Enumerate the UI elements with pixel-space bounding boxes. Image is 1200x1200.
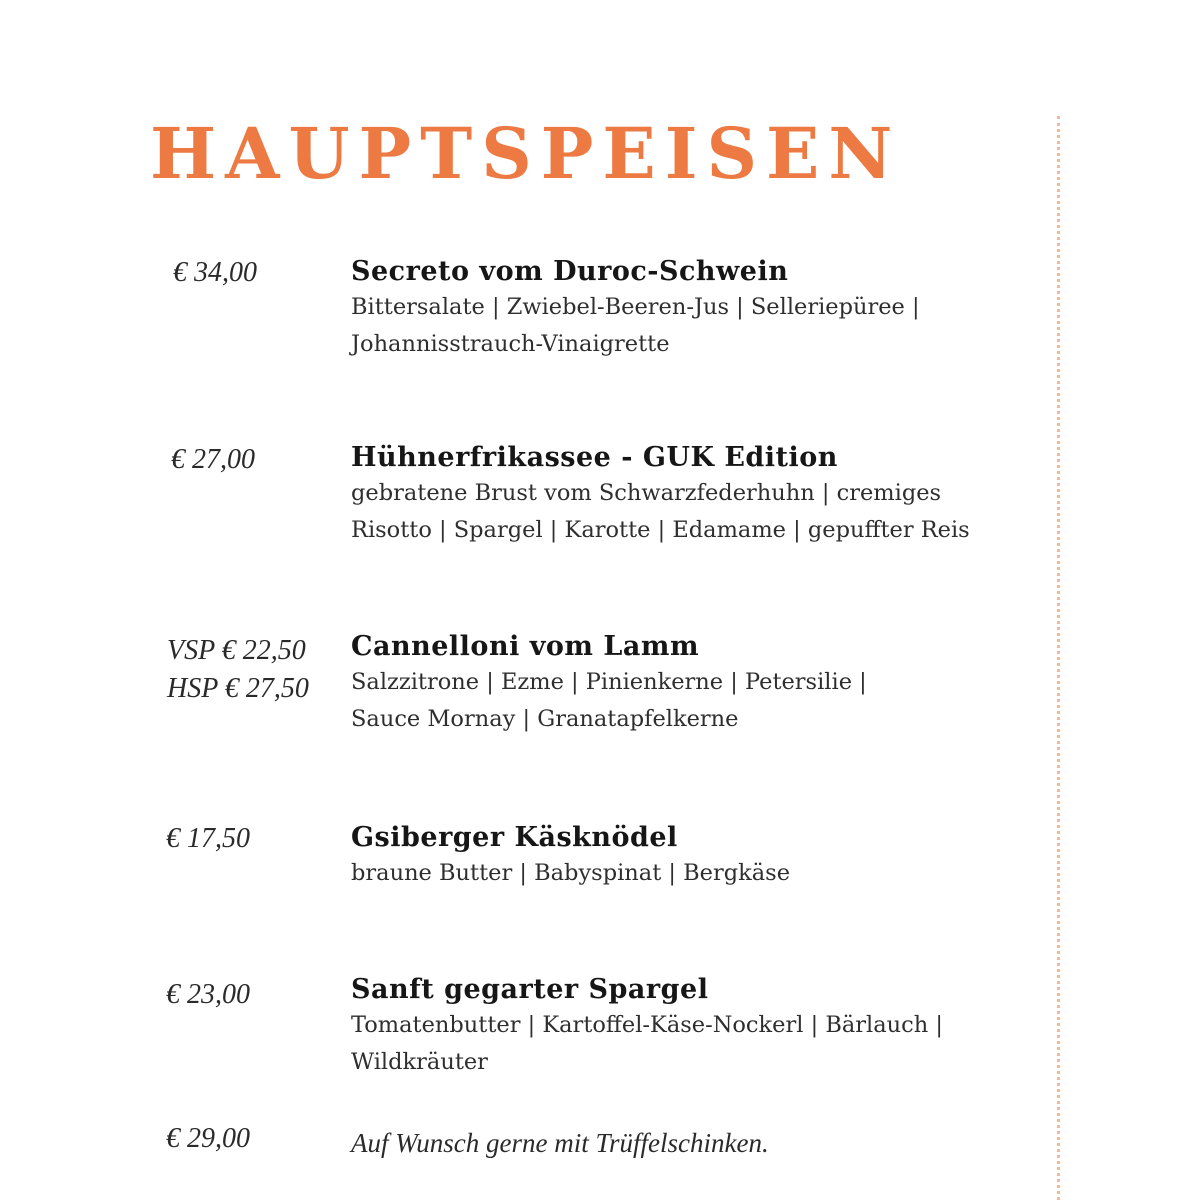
menu-item-spargel	[351, 973, 1011, 1081]
description-line: gebratene Brust vom Schwarzfederhuhn | cremiges	[351, 480, 942, 506]
description-line: braune Butter | Babyspinat | Bergkäse	[351, 860, 791, 886]
description-line: Salzzitrone | Ezme | Pinienkerne | Petersilie |	[351, 669, 867, 695]
price-trueffelschinken: € 29,00	[166, 1123, 250, 1154]
description-line: Johannisstrauch-Vinaigrette	[351, 331, 670, 357]
dish-name: Gsiberger Käsknödel	[351, 822, 678, 853]
dotted-divider	[1057, 116, 1060, 1200]
description-line: Bittersalate | Zwiebel-Beeren-Jus | Selleriepüree |	[351, 294, 920, 320]
menu-item-secreto	[351, 255, 1011, 363]
price-hsp: HSP € 27,50	[167, 673, 309, 704]
menu-item-huehnerfrikassee	[351, 441, 1011, 549]
price-kaesknoedel: € 17,50	[166, 823, 250, 854]
dish-description	[351, 1007, 1011, 1081]
price-secreto: € 34,00	[173, 257, 257, 288]
price-vsp: VSP € 22,50	[167, 635, 306, 666]
description-line: Sauce Mornay | Granatapfelkerne	[351, 706, 739, 732]
description-line: Wildkräuter	[351, 1049, 488, 1075]
dish-name: Secreto vom Duroc-Schwein	[351, 256, 789, 287]
dish-name: Hühnerfrikassee - GUK Edition	[351, 442, 838, 473]
price-cannelloni	[167, 632, 309, 708]
price-huehnerfrikassee: € 27,00	[171, 444, 255, 475]
description-line: Risotto | Spargel | Karotte | Edamame | gepuffter Reis	[351, 517, 970, 543]
dish-description	[351, 475, 1011, 549]
extra-note: Auf Wunsch gerne mit Trüffelschinken.	[351, 1128, 769, 1158]
dish-description	[351, 855, 1011, 892]
dish-description	[351, 289, 1011, 363]
price-spargel: € 23,00	[166, 979, 250, 1010]
description-line: Tomatenbutter | Kartoffel-Käse-Nockerl | Bärlauch |	[351, 1012, 943, 1038]
dish-name: Sanft gegarter Spargel	[351, 974, 709, 1005]
menu-item-cannelloni	[351, 630, 1011, 738]
menu-item-kaesknoedel	[351, 821, 1011, 892]
page-title: HAUPTSPEISEN	[150, 112, 902, 195]
dish-name: Cannelloni vom Lamm	[351, 631, 700, 662]
dish-description	[351, 664, 1011, 738]
